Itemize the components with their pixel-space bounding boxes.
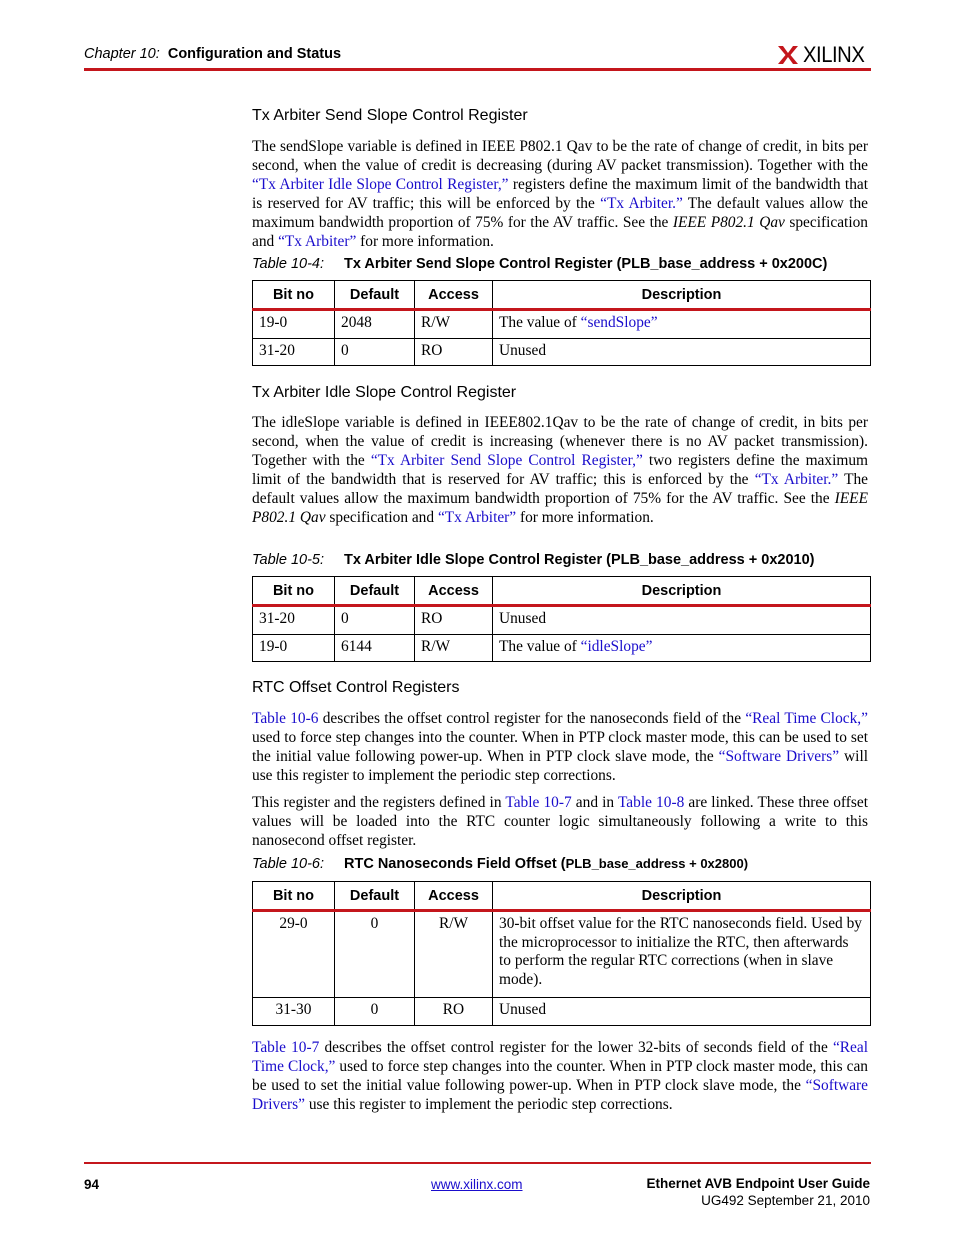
- cell-description: Unused: [493, 998, 871, 1026]
- header-description: Description: [493, 577, 871, 606]
- text: specification and: [325, 508, 438, 526]
- cell-description: Unused: [493, 606, 871, 635]
- paragraph-rtc-offset-2: [252, 794, 868, 851]
- cell-bit: 31-20: [253, 338, 335, 366]
- table-row: [253, 634, 871, 662]
- footer-doc-info: [646, 1175, 870, 1209]
- cell-description: [493, 310, 871, 339]
- section-heading-rtc-offset: RTC Offset Control Registers: [252, 679, 460, 696]
- caption-label: Table 10-6:: [252, 856, 325, 872]
- cell-bit: 31-20: [253, 606, 335, 635]
- caption-label: Table 10-5:: [252, 552, 325, 568]
- text: The idleSlope variable is defined in IEEE802.1Qav to be the rate of change of credit, in bits per second, when the value of credit is increasing (whenever there is no AV packet transmission). Together with the: [252, 414, 868, 469]
- text: are linked. These three offset values will be loaded into the RTC counter logic simultaneously following a write to this nanosecond offset register.: [252, 794, 868, 849]
- logo-text: XILINX: [803, 42, 865, 67]
- chapter-heading: [84, 46, 341, 62]
- text: The sendSlope variable is defined in IEEE P802.1 Qav to be the rate of change of credit, in bits per second, when the value of credit is decreasing (during AV packet transmission). Together with the: [252, 138, 868, 174]
- paragraph-send-slope: [252, 138, 868, 251]
- table-row: [253, 998, 871, 1026]
- cell-default: 0: [335, 998, 415, 1026]
- italic-spec-name: IEEE P802.1 Qav: [672, 213, 785, 231]
- link-table-10-8[interactable]: Table 10-8: [617, 794, 685, 811]
- text: specification and: [252, 213, 868, 250]
- link-table-10-7[interactable]: Table 10-7: [252, 1039, 320, 1056]
- link-real-time-clock[interactable]: “Real Time Clock,”: [745, 710, 868, 727]
- link-tx-arbiter[interactable]: “Tx Arbiter”: [278, 232, 357, 250]
- text: This register and the registers defined in: [252, 794, 506, 811]
- italic-spec-name: IEEE P802.1 Qav: [252, 489, 868, 526]
- text: use this register to implement the periodic step corrections.: [305, 1095, 673, 1113]
- link-software-drivers[interactable]: “Software Drivers”: [252, 1076, 868, 1113]
- footer-url-link[interactable]: www.xilinx.com: [431, 1177, 523, 1192]
- register-table-10-5: [252, 576, 871, 662]
- link-tx-arbiter-idle-slope[interactable]: “Tx Arbiter Idle Slope Control Register,”: [252, 175, 509, 193]
- text: The default values allow the maximum bandwidth proportion of 75% for the AV traffic. See the: [252, 194, 868, 231]
- link-sendslope[interactable]: “sendSlope”: [580, 314, 658, 331]
- table-row: [253, 338, 871, 366]
- guide-title: Ethernet AVB Endpoint User Guide: [646, 1176, 870, 1191]
- header-bit-no: Bit no: [253, 577, 335, 606]
- text: describes the offset control register for the nanoseconds field of the: [318, 710, 746, 727]
- link-table-10-7[interactable]: Table 10-7: [505, 794, 572, 811]
- cell-description: Unused: [493, 338, 871, 366]
- paragraph-idle-slope: [252, 414, 868, 527]
- cell-default: 2048: [335, 310, 415, 339]
- cell-bit: 29-0: [253, 911, 335, 998]
- cell-default: 0: [335, 338, 415, 366]
- chapter-label: Chapter 10:: [84, 46, 160, 62]
- header-bit-no: Bit no: [253, 281, 335, 310]
- xilinx-logo: [777, 42, 870, 68]
- xilinx-x-icon: [777, 44, 799, 66]
- cell-default: 0: [335, 606, 415, 635]
- header-access: Access: [415, 281, 493, 310]
- chapter-title: Configuration and Status: [167, 46, 342, 62]
- text: for more information.: [356, 232, 494, 250]
- text: The value of: [499, 314, 581, 331]
- table-caption-10-4: [252, 256, 827, 272]
- caption-title: Tx Arbiter Send Slope Control Register (PLB_base_address + 0x200C): [344, 256, 828, 272]
- page-number: 94: [84, 1177, 100, 1192]
- cell-access: R/W: [415, 911, 493, 998]
- cell-access: RO: [415, 998, 493, 1026]
- register-table-10-4: [252, 280, 871, 366]
- caption-title: Tx Arbiter Idle Slope Control Register (PLB_base_address + 0x2010): [344, 552, 815, 568]
- table-caption-10-6: [252, 856, 748, 872]
- cell-description: [493, 634, 871, 662]
- cell-access: RO: [415, 606, 493, 635]
- header-bit-no: Bit no: [253, 882, 335, 911]
- header-default: Default: [335, 281, 415, 310]
- table-header-row: [253, 281, 871, 310]
- link-tx-arbiter[interactable]: “Tx Arbiter.”: [600, 194, 683, 212]
- cell-bit: 19-0: [253, 310, 335, 339]
- link-tx-arbiter[interactable]: “Tx Arbiter”: [437, 508, 517, 526]
- caption-title-main: RTC Nanoseconds Field Offset (: [344, 856, 566, 872]
- text: used to force step changes into the counter. When in PTP clock master mode, this can be used to set the initial value following power-up. When in PTP clock slave mode, the: [252, 728, 868, 765]
- cell-access: RO: [415, 338, 493, 366]
- table-caption-10-5: [252, 552, 814, 568]
- text: The default values allow the maximum bandwidth proportion of 75% for the AV traffic. See the: [252, 470, 869, 507]
- caption-title-small: PLB_base_address + 0x2800): [565, 856, 749, 871]
- header-default: Default: [335, 577, 415, 606]
- text: two registers define the maximum limit of the bandwidth that is reserved for AV traffic; this is enforced by the: [252, 451, 868, 488]
- footer-rule: [84, 1162, 871, 1164]
- link-tx-arbiter-send-slope[interactable]: “Tx Arbiter Send Slope Control Register,”: [370, 451, 643, 469]
- cell-access: R/W: [415, 634, 493, 662]
- cell-default: 0: [335, 911, 415, 998]
- link-software-drivers[interactable]: “Software Drivers”: [718, 747, 840, 765]
- header-description: Description: [493, 882, 871, 911]
- text: The value of: [499, 637, 581, 655]
- link-idleslope[interactable]: “idleSlope”: [580, 637, 653, 655]
- text: registers define the maximum limit of the bandwidth that is reserved for AV traffic; this will be enforced by the: [252, 175, 869, 212]
- page-header: [84, 42, 870, 70]
- link-tx-arbiter[interactable]: “Tx Arbiter.”: [754, 470, 839, 488]
- section-heading-idle-slope: Tx Arbiter Idle Slope Control Register: [252, 384, 517, 401]
- cell-description: 30-bit offset value for the RTC nanoseconds field. Used by the microprocessor to initialize the RTC, then afterwards to perform the regular RTC corrections (when in slave mode).: [493, 911, 871, 998]
- header-access: Access: [415, 882, 493, 911]
- cell-bit: 19-0: [253, 634, 335, 662]
- header-description: Description: [493, 281, 871, 310]
- caption-label: Table 10-4:: [252, 256, 325, 272]
- text: used to force step changes into the counter. When in PTP clock master mode, this can be used to set the initial value following power-up. When in PTP clock slave mode, the: [252, 1057, 869, 1094]
- paragraph-rtc-offset-1: [252, 710, 868, 786]
- caption-title: [344, 856, 748, 872]
- cell-access: R/W: [415, 310, 493, 339]
- cell-bit: 31-30: [253, 998, 335, 1026]
- table-header-row: [253, 882, 871, 911]
- doc-id: UG492 September 21, 2010: [701, 1193, 870, 1208]
- text: will use this register to implement the periodic step corrections.: [252, 747, 868, 784]
- link-real-time-clock[interactable]: “Real Time Clock,”: [252, 1039, 868, 1075]
- header-access: Access: [415, 577, 493, 606]
- table-row: [253, 606, 871, 635]
- text: for more information.: [516, 508, 654, 526]
- table-row: [253, 911, 871, 998]
- header-default: Default: [335, 882, 415, 911]
- paragraph-rtc-offset-3: [252, 1039, 868, 1115]
- table-header-row: [253, 577, 871, 606]
- link-table-10-6[interactable]: Table 10-6: [252, 710, 319, 727]
- section-heading-send-slope: Tx Arbiter Send Slope Control Register: [252, 107, 528, 124]
- cell-default: 6144: [335, 634, 415, 662]
- header-rule: [84, 68, 871, 71]
- text: and in: [571, 794, 618, 811]
- register-table-10-6: [252, 881, 871, 1026]
- text: describes the offset control register for the lower 32-bits of seconds field of the: [319, 1039, 833, 1056]
- table-row: [253, 310, 871, 339]
